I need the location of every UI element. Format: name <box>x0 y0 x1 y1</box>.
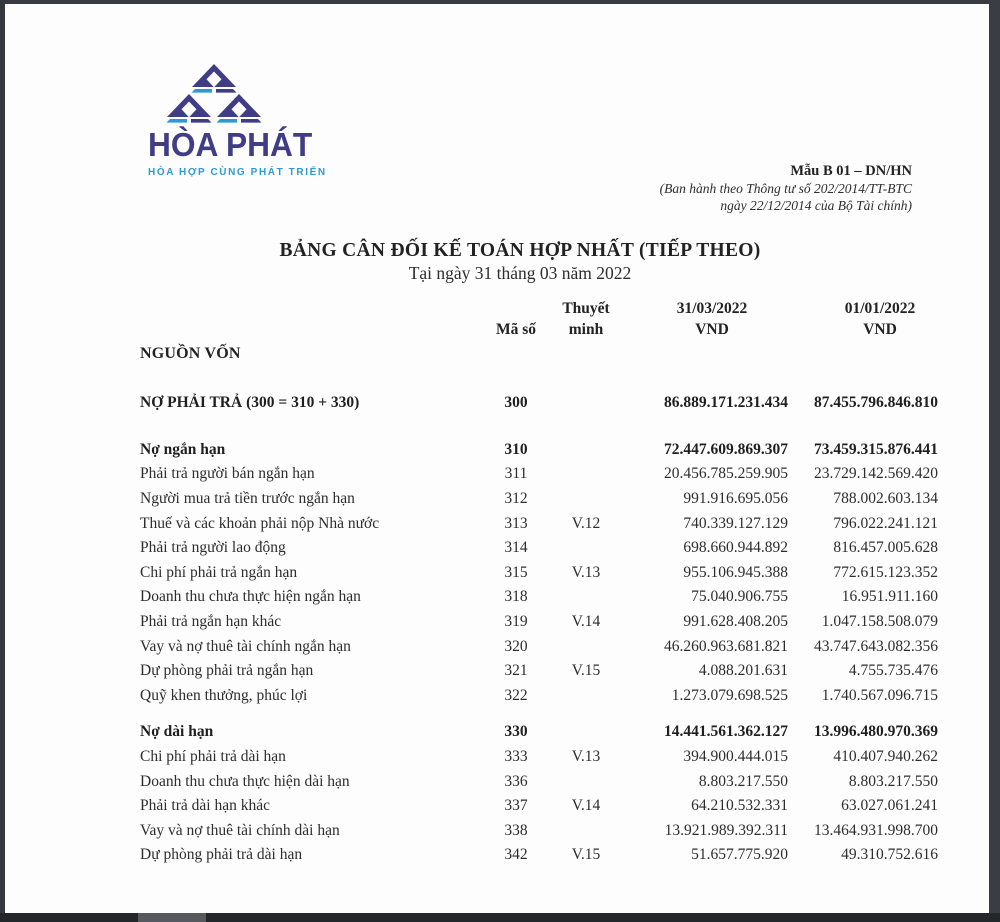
row-value-current: 51.657.775.920 <box>691 846 788 864</box>
row-value-prior: 1.740.567.096.715 <box>821 686 938 704</box>
table-row <box>140 684 940 709</box>
row-code: 330 <box>504 723 528 741</box>
table-row <box>140 511 940 536</box>
row-value-prior: 8.803.217.550 <box>848 772 938 790</box>
table-row <box>140 561 940 586</box>
row-code: 336 <box>504 772 528 790</box>
row-code: 318 <box>504 588 528 606</box>
row-value-prior: 796.022.241.121 <box>833 514 938 532</box>
row-value-prior: 63.027.061.241 <box>841 797 938 815</box>
row-label: Vay và nợ thuê tài chính dài hạn <box>140 821 340 839</box>
table-row <box>140 487 940 512</box>
row-label: Chi phí phải trả dài hạn <box>140 748 286 766</box>
row-note: V.14 <box>571 613 601 631</box>
row-value-current: 72.447.609.869.307 <box>664 440 788 458</box>
row-value-current: 955.106.945.388 <box>683 563 788 581</box>
table-row <box>140 659 940 684</box>
row-value-prior: 73.459.315.876.441 <box>814 440 938 458</box>
row-code: 333 <box>504 748 528 766</box>
report-title: BẢNG CÂN ĐỐI KẾ TOÁN HỢP NHẤT (TIẾP THEO) <box>279 240 761 261</box>
row-value-current: 14.441.561.362.127 <box>664 723 788 741</box>
table-row <box>140 843 940 868</box>
row-label: Phải trả ngắn hạn khác <box>140 613 282 631</box>
row-value-prior: 410.407.940.262 <box>833 748 938 766</box>
row-code: 300 <box>504 394 528 412</box>
row-value-prior: 13.464.931.998.700 <box>814 821 938 839</box>
row-label: Phải trả người lao động <box>140 539 286 557</box>
row-label: Nợ ngắn hạn <box>140 440 226 458</box>
row-value-current: 13.921.989.392.311 <box>664 821 788 839</box>
row-value-current: 991.628.408.205 <box>683 613 788 631</box>
table-row <box>140 745 940 770</box>
row-value-current: 46.260.963.681.821 <box>664 637 788 655</box>
form-issued-line1: (Ban hành theo Thông tư số 202/2014/TT-BTC <box>659 181 912 196</box>
row-note: V.15 <box>571 662 601 680</box>
table-row <box>140 536 940 561</box>
row-value-current: 698.660.944.892 <box>683 539 788 557</box>
row-code: 311 <box>504 465 528 483</box>
row-label: Thuế và các khoản phải nộp Nhà nước <box>140 514 380 532</box>
row-value-prior: 788.002.603.134 <box>833 490 938 508</box>
hoaphat-logo <box>148 64 338 178</box>
row-label: Dự phòng phải trả ngắn hạn <box>140 662 314 680</box>
table-row <box>140 391 940 416</box>
form-note <box>560 163 912 214</box>
section-label: NGUỒN VỐN <box>140 345 241 362</box>
brand-tagline: HÒA HỢP CÙNG PHÁT TRIỂN <box>148 167 327 178</box>
header-current-period: 31/03/2022 VND <box>676 300 748 338</box>
row-value-prior: 87.455.796.846.810 <box>814 394 938 412</box>
row-label: Người mua trả tiền trước ngắn hạn <box>140 490 355 508</box>
row-value-prior: 43.747.643.082.356 <box>814 637 938 655</box>
row-code: 319 <box>504 613 528 631</box>
row-label: Nợ dài hạn <box>140 723 214 741</box>
table-row <box>140 585 940 610</box>
row-label: Phải trả dài hạn khác <box>140 797 270 815</box>
row-value-prior: 816.457.005.628 <box>833 539 938 557</box>
table-header <box>140 298 940 340</box>
row-value-current: 4.088.201.631 <box>698 662 788 680</box>
table-row <box>140 769 940 794</box>
row-value-prior: 772.615.123.352 <box>833 563 938 581</box>
row-note: V.13 <box>571 563 601 581</box>
header-spacer <box>140 298 480 340</box>
header-prior-period: 01/01/2022 VND <box>844 300 916 338</box>
row-label: Vay và nợ thuê tài chính ngắn hạn <box>140 637 351 655</box>
row-note: V.13 <box>571 748 601 766</box>
table-row <box>140 720 940 745</box>
row-value-prior: 1.047.158.508.079 <box>821 613 938 631</box>
row-note: V.14 <box>571 797 601 815</box>
table-row <box>140 819 940 844</box>
row-code: 342 <box>504 846 528 864</box>
row-value-current: 20.456.785.259.905 <box>664 465 788 483</box>
form-issued-line2: ngày 22/12/2014 của Bộ Tài chính) <box>720 198 912 213</box>
window-edge-top <box>0 0 1000 4</box>
row-code: 338 <box>504 821 528 839</box>
row-value-current: 75.040.906.755 <box>691 588 788 606</box>
table-row <box>140 794 940 819</box>
logo-triangles-icon <box>164 64 264 124</box>
row-value-prior: 16.951.911.160 <box>841 588 938 606</box>
row-code: 337 <box>504 797 528 815</box>
window-edge-left <box>0 0 5 922</box>
row-label: Dự phòng phải trả dài hạn <box>140 846 303 864</box>
row-value-prior: 23.729.142.569.420 <box>814 465 938 483</box>
brand-name: HÒA PHÁT <box>148 126 313 163</box>
row-value-prior: 49.310.752.616 <box>841 846 938 864</box>
window-edge-right <box>989 0 1000 922</box>
row-label: Doanh thu chưa thực hiện dài hạn <box>140 772 350 790</box>
table-row <box>140 462 940 487</box>
row-code: 314 <box>504 539 528 557</box>
row-label: Doanh thu chưa thực hiện ngắn hạn <box>140 588 361 606</box>
row-value-current: 740.339.127.129 <box>683 514 788 532</box>
row-code: 322 <box>504 686 528 704</box>
table-row <box>140 610 940 635</box>
row-note: V.15 <box>571 846 601 864</box>
report-date: Tại ngày 31 tháng 03 năm 2022 <box>408 263 632 283</box>
row-label: Quỹ khen thưởng, phúc lợi <box>140 686 308 704</box>
row-code: 313 <box>504 514 528 532</box>
scrollbar-thumb[interactable] <box>138 913 206 922</box>
row-code: 320 <box>504 637 528 655</box>
row-value-current: 8.803.217.550 <box>698 772 788 790</box>
table-row <box>140 438 940 463</box>
row-value-current: 1.273.079.698.525 <box>671 686 788 704</box>
row-code: 310 <box>504 440 528 458</box>
row-value-current: 86.889.171.231.434 <box>664 394 788 412</box>
row-code: 315 <box>504 563 528 581</box>
row-code: 312 <box>504 490 528 508</box>
table-body <box>140 391 940 868</box>
row-note: V.12 <box>571 514 601 532</box>
form-code: Mẫu B 01 – DN/HN <box>790 163 912 179</box>
row-label: NỢ PHẢI TRẢ (300 = 310 + 330) <box>140 394 360 412</box>
row-code: 321 <box>504 662 528 680</box>
header-note: Thuyết minh <box>562 300 610 338</box>
row-value-current: 991.916.695.056 <box>683 490 788 508</box>
row-value-prior: 13.996.480.970.369 <box>814 723 938 741</box>
row-label: Chi phí phải trả ngắn hạn <box>140 563 298 581</box>
table-row <box>140 634 940 659</box>
row-value-prior: 4.755.735.476 <box>848 662 938 680</box>
row-value-current: 394.900.444.015 <box>683 748 788 766</box>
row-value-current: 64.210.532.331 <box>691 797 788 815</box>
header-code: Mã số <box>495 321 537 338</box>
row-label: Phải trả người bán ngắn hạn <box>140 465 315 483</box>
